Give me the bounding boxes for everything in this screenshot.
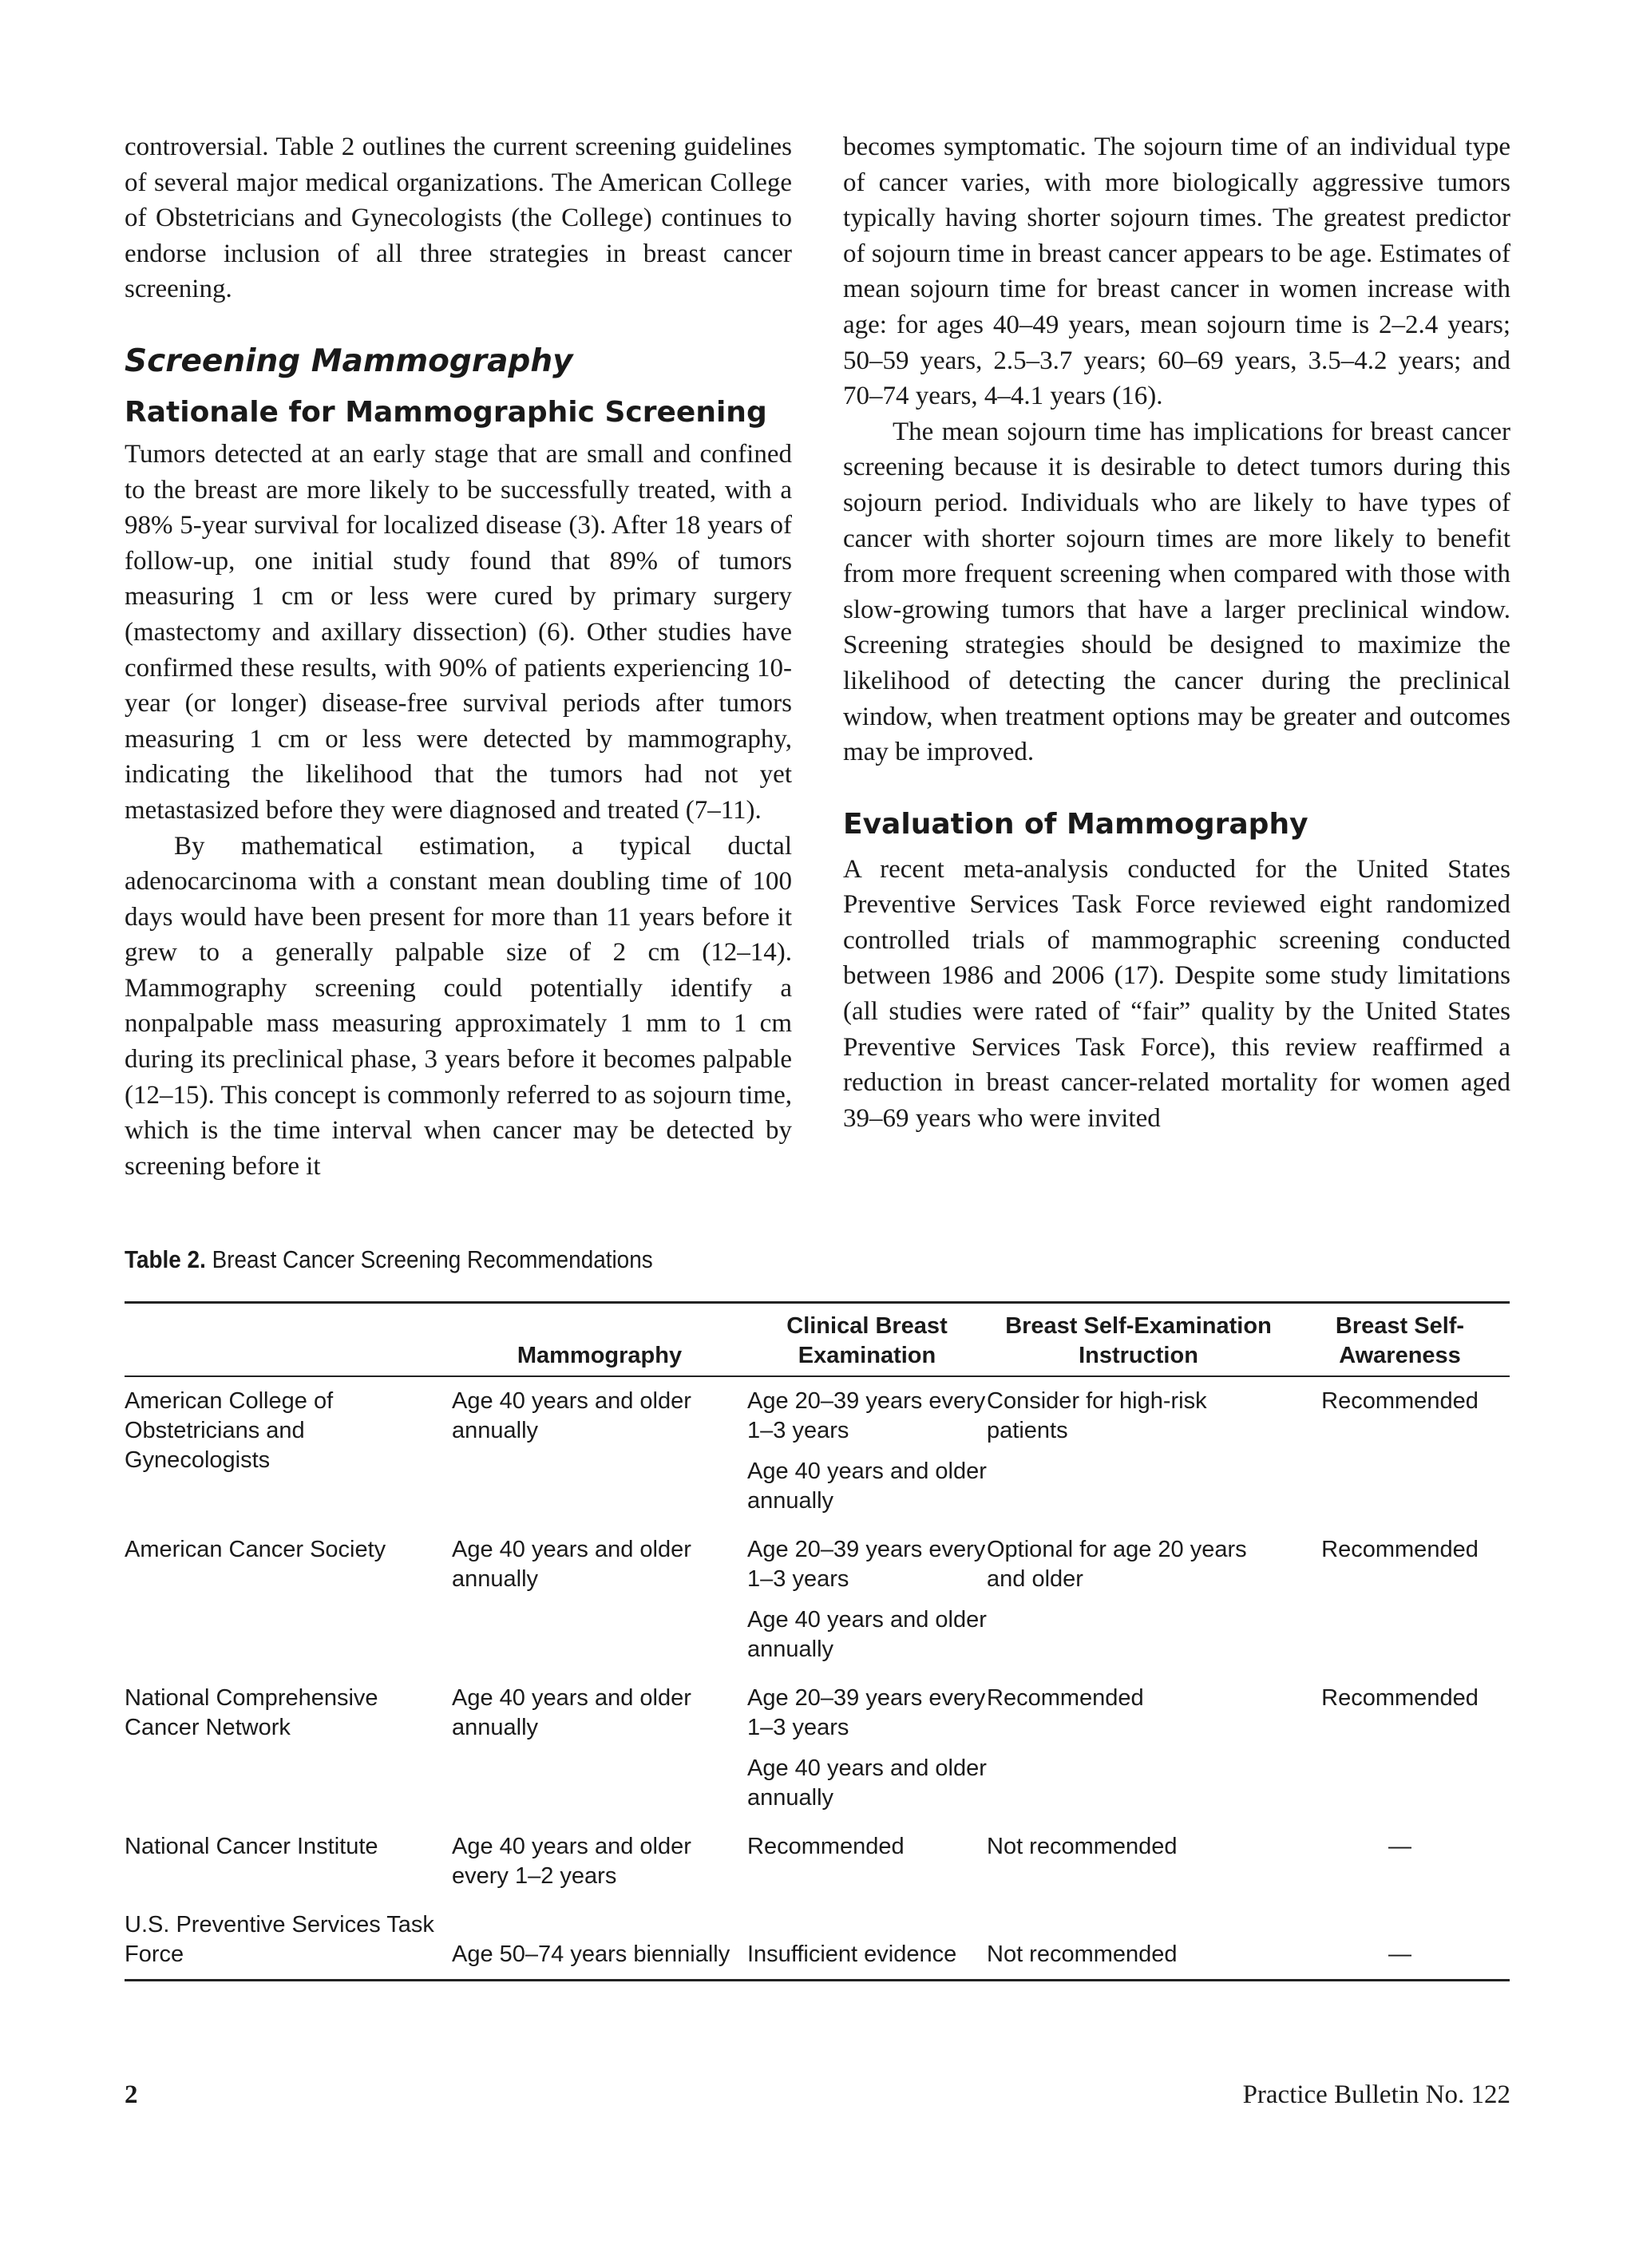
recommendations-table-wrapper	[125, 1301, 1510, 1981]
table-caption	[125, 1244, 653, 1276]
subsection-heading: Rationale for Mammographic Screening	[125, 395, 767, 429]
clinical-exam-line: Age 40 years and older annually	[747, 1607, 987, 1662]
table-row	[125, 1901, 1510, 1981]
body-paragraph: Tumors detected at an early stage that are small and confined to the breast are more likely to be successfully treated, with a 98% 5-year survival for localized disease (3). After 18 years of follow-up, one initial study found that 89% of tumors measuring 1 cm or less were cured by primary surgery (mastectomy and axillary dissection) (6). Other studies have confirmed these results, with 90% of patients experiencing 10-year (or longer) disease-free survival periods after tumors measuring 1 cm or less were detected by mammography, indicating the likelihood that the tumors had not yet metastasized before they were diagnosed and treated (7–11).	[125, 439, 792, 825]
self-exam-cell: Not recommended	[987, 1941, 1178, 1967]
header-self-exam-instruction: Breast Self-Examination Instruction	[1005, 1313, 1272, 1368]
self-awareness-cell: Recommended	[1321, 1537, 1479, 1562]
organization-cell: American College of Obstetricians and Gynecologists	[125, 1388, 334, 1473]
mammography-cell: Age 40 years and older annually	[452, 1388, 691, 1443]
table-header-row	[125, 1303, 1510, 1377]
clinical-exam-line: Age 20–39 years every 1–3 years	[747, 1388, 986, 1443]
recommendations-table	[125, 1301, 1510, 1981]
self-awareness-cell: Recommended	[1321, 1388, 1479, 1414]
header-self-awareness: Breast Self-Awareness	[1335, 1313, 1465, 1368]
left-column	[125, 129, 792, 1184]
self-exam-cell: Consider for high-risk patients	[987, 1388, 1207, 1443]
organization-cell: American Cancer Society	[125, 1537, 386, 1562]
body-paragraph: The mean sojourn time has implications for breast cancer screening because it is desirable to detect tumors during this sojourn period. Individuals who are likely to have types of cancer with shorter sojourn times are more likely to benefit from more frequent screening when compared with those with slow-growing tumors that have a larger preclinical window. Screening strategies should be designed to maximize the likelihood of detecting the cancer during the preclinical window, when treatment options may be greater and outcomes may be improved.	[843, 417, 1510, 767]
clinical-exam-cell: Recommended	[747, 1834, 905, 1859]
right-column	[843, 129, 1510, 1136]
table-row	[125, 1526, 1510, 1674]
table-caption-title: Breast Cancer Screening Recommendations	[212, 1245, 653, 1273]
mammography-cell: Age 40 years and older annually	[452, 1537, 691, 1592]
page-number: 2	[125, 2080, 138, 2109]
clinical-exam-cell: Insufficient evidence	[747, 1941, 957, 1967]
self-awareness-cell: —	[1388, 1941, 1411, 1967]
clinical-exam-cell	[747, 1526, 987, 1674]
mammography-cell: Age 40 years and older every 1–2 years	[452, 1834, 691, 1889]
mammography-cell: Age 40 years and older annually	[452, 1685, 691, 1740]
table-caption-label: Table 2.	[125, 1245, 206, 1273]
self-awareness-cell: —	[1388, 1834, 1411, 1859]
body-paragraph: A recent meta-analysis conducted for the United States Preventive Services Task Force reviewed eight randomized controlled trials of mammographic screening conducted between 1986 and 2006 (17). Despite some study limitations (all studies were rated of “fair” quality by the United States Preventive Services Task Force), this review reaffirmed a reduction in breast cancer-related mortality for women aged 39–69 years who were invited	[843, 854, 1510, 1133]
self-exam-cell: Recommended	[987, 1685, 1144, 1711]
intro-paragraph: controversial. Table 2 outlines the current screening guidelines of several major medical organizations. The American College of Obstetricians and Gynecologists (the College) continues to endorse inclusion of all three strategies in breast cancer screening.	[125, 133, 792, 304]
table-row	[125, 1823, 1510, 1901]
body-paragraph: By mathematical estimation, a typical ductal adenocarcinoma with a constant mean doubling time of 100 days would have been present for more than 11 years before it grew to a generally palpable size of 2 cm (12–14). Mammography screening could potentially identify a nonpalpable mass measuring approximately 1 mm to 1 cm during its preclinical phase, 3 years before it becomes palpable (12–15). This concept is commonly referred to as sojourn time, which is the time interval when cancer may be detected by screening before it	[125, 831, 792, 1181]
clinical-exam-line: Age 40 years and older annually	[747, 1459, 987, 1514]
organization-cell: National Comprehensive Cancer Network	[125, 1685, 378, 1740]
section-heading: Screening Mammography	[125, 342, 573, 379]
clinical-exam-line: Age 40 years and older annually	[747, 1755, 987, 1811]
clinical-exam-line: Age 20–39 years every 1–3 years	[747, 1537, 986, 1592]
header-clinical-breast-exam: Clinical Breast Examination	[786, 1313, 948, 1368]
self-exam-cell: Optional for age 20 years and older	[987, 1537, 1247, 1592]
clinical-exam-cell	[747, 1674, 987, 1823]
body-paragraph: becomes symptomatic. The sojourn time of an individual type of cancer varies, with more biologically aggressive tumors typically having shorter sojourn times. The greatest predictor of sojourn time in breast cancer appears to be age. Estimates of mean sojourn time for breast cancer in women increase with age: for ages 40–49 years, mean sojourn time is 2–2.4 years; 50–59 years, 2.5–3.7 years; 60–69 years, 3.5–4.2 years; and 70–74 years, 4–4.1 years (16).	[843, 133, 1510, 411]
mammography-cell: Age 50–74 years biennially	[452, 1941, 730, 1967]
clinical-exam-line: Age 20–39 years every 1–3 years	[747, 1685, 986, 1740]
organization-cell: National Cancer Institute	[125, 1834, 378, 1859]
table-row	[125, 1674, 1510, 1823]
self-exam-cell: Not recommended	[987, 1834, 1178, 1859]
publication-title: Practice Bulletin No. 122	[1242, 2080, 1510, 2109]
clinical-exam-cell	[747, 1376, 987, 1526]
self-awareness-cell: Recommended	[1321, 1685, 1479, 1711]
table-row	[125, 1376, 1510, 1526]
header-mammography: Mammography	[517, 1343, 683, 1368]
header-organization	[125, 1303, 452, 1377]
organization-cell: U.S. Preventive Services Task Force	[125, 1912, 434, 1967]
subsection-heading: Evaluation of Mammography	[843, 807, 1308, 841]
